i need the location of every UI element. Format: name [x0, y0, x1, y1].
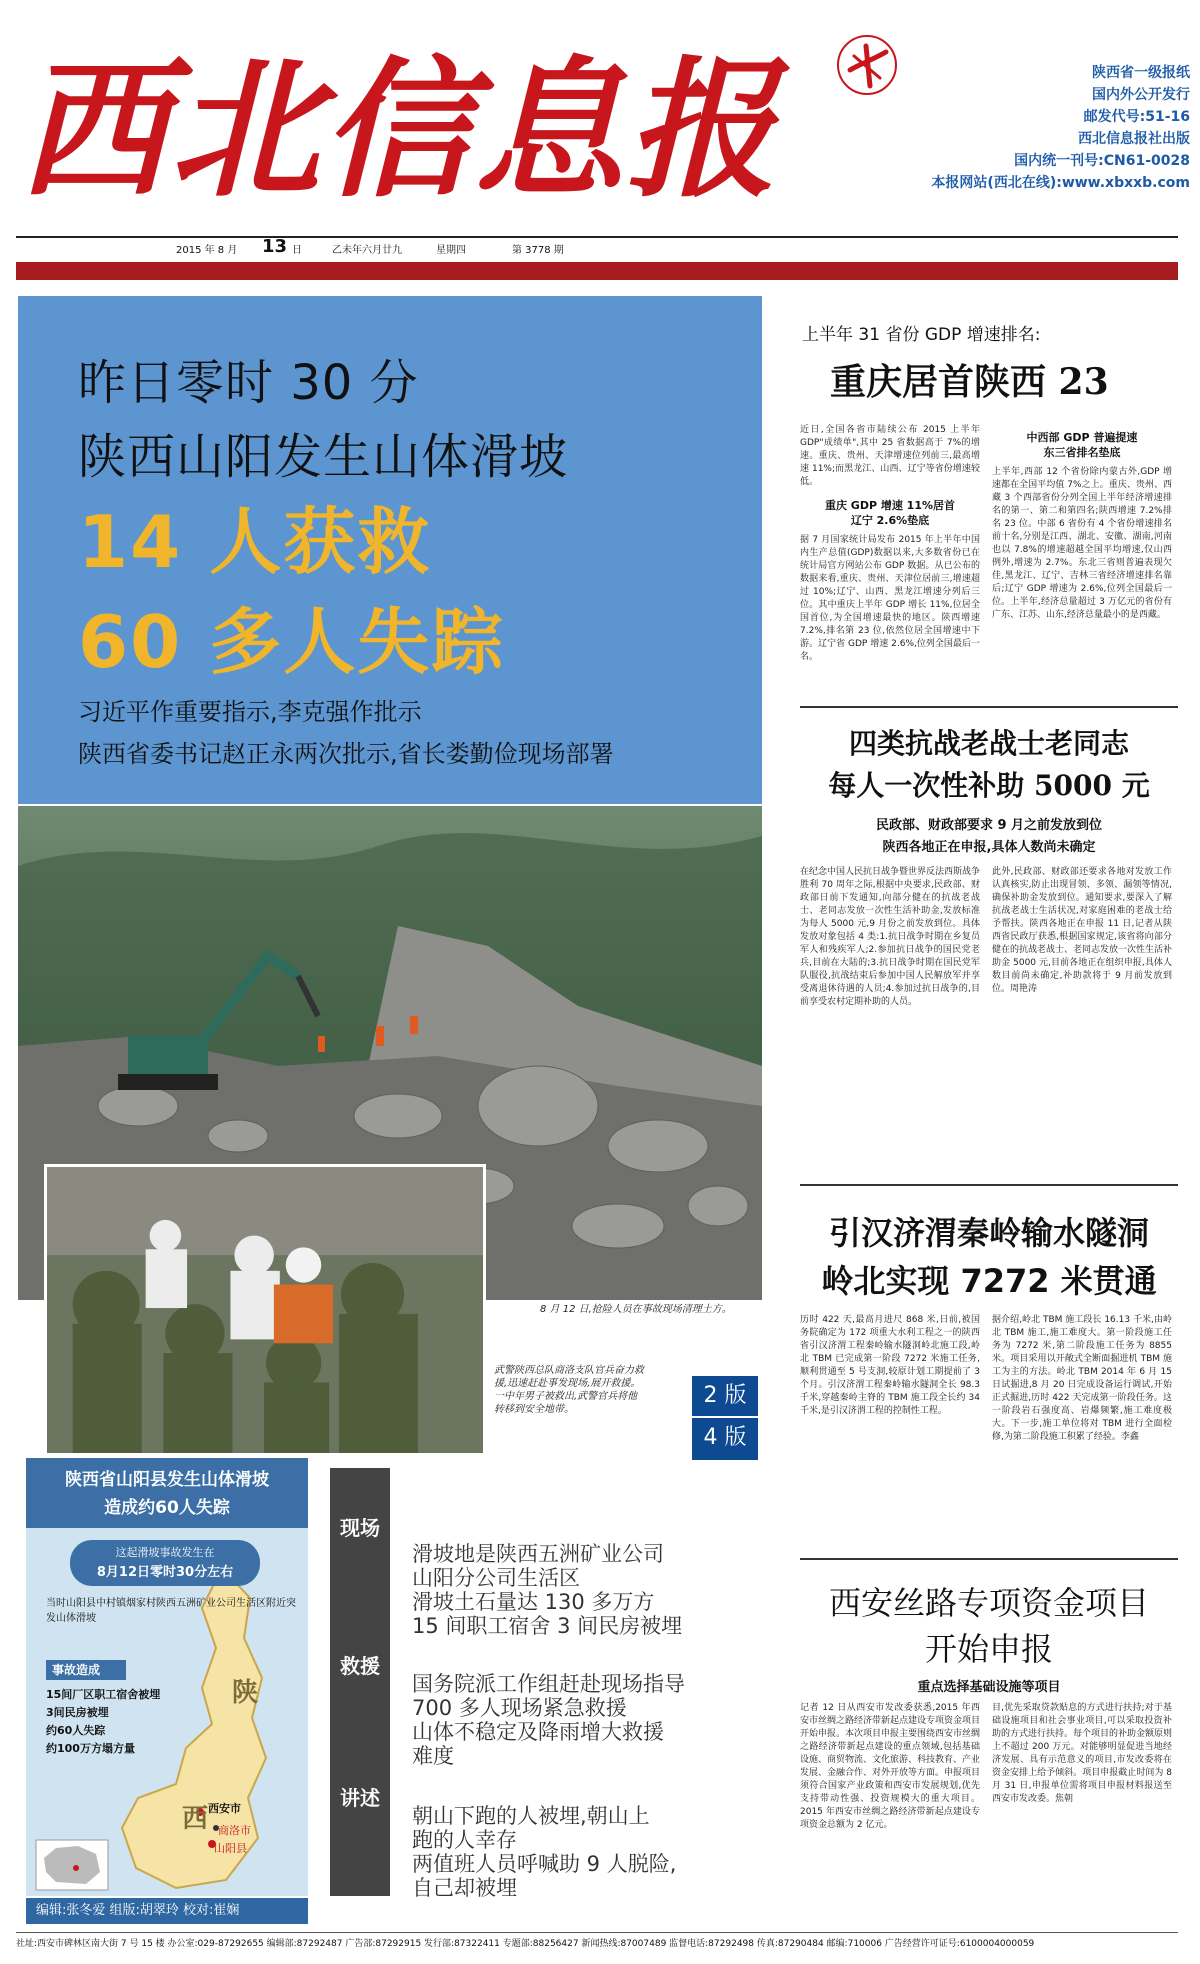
silkroad-headline-1: 西安丝路专项资金项目	[828, 1584, 1149, 1622]
story-line: 朝山下跑的人被埋,朝山上	[412, 1804, 650, 1828]
gdp-text-intro: 近日,全国各省市陆续公布 2015 上半年 GDP"成绩单",其中 25 省数据高于 7%的增速。重庆、贵州、天津增速位列前三,最高增速 11%;而黑龙江、山西、辽宁等省份增速较低。	[800, 425, 980, 487]
province-label-1: 陕	[232, 1678, 259, 1708]
veterans-headline-2: 每人一次性补助 5000 元	[828, 769, 1150, 802]
tunnel-text-right: 据介绍,岭北 TBM 施工段长 16.13 千米,由岭北 TBM 施工,施工难度大。第一阶段施工任务为 7272 米,第二阶段施工任务为 8855 米。项目采用以开敞式全断面掘进机 TBM 施工为主的方法。岭北 TBM 2014 年 6 月 15 日试掘进,8 月 20 日完成设备运行调试,开始正式掘进,历时 422 天完成第一阶段任务。这一阶段岩石强度高、岩爆频繁,施工难度极大。下一步,施工单位将对 TBM 进行全面检修,为第二阶段施工积累了经验。李鑫	[992, 1315, 1172, 1442]
section-divider	[800, 1558, 1178, 1560]
weekday: 星期四	[436, 245, 466, 256]
section-divider	[800, 1184, 1178, 1186]
sidebar-label-column	[330, 1468, 390, 1896]
veterans-text-left: 在纪念中国人民抗日战争暨世界反法西斯战争胜利 70 周年之际,根据中央要求,民政部、财政部日前下发通知,向部分健在的抗战老战士、老同志发放一次性生活补助金,发放标准为每人 5000 元,9 月份之前发放到位。具体发放对象包括 4 类:1.抗日战争时期在乡复员军人和残疾军人;2.参加抗日战争的国民党老兵,目前在大陆的;3.抗日战争时期在国民党军队服役,抗战结束后参加中国人民解放军并享受离退休待遇的人员;4.参加过抗日战争的,目前享受农村定期补助的人员。	[800, 867, 980, 1007]
pub-line: 邮发代号:51-16	[1083, 109, 1190, 125]
pub-line: 国内外公开发行	[1092, 87, 1190, 103]
section-divider	[800, 706, 1178, 708]
veterans-text-right: 此外,民政部、财政部还要求各地对发放工作认真核实,防止出现冒领、多领、漏领等情况,确保补助金发放到位。通知要求,要深入了解抗战老战士生活状况,对家庭困难的老战士给予帮扶。陕西各地正在申报 11 日,记者从陕西省民政厅获悉,根据国家规定,该省将向部分健在的抗战老战士、老同志发放一次性生活补助金 5000 元,目前各地正在组织申报,具体人数目前尚未确定,补助款将于 9 月前发放到位。周艳涛	[992, 867, 1172, 994]
editor-credits: 编辑:张冬爱 组版:胡翠玲 校对:崔娴	[26, 1898, 308, 1924]
lead-subhead-1: 习近平作重要指示,李克强作批示	[78, 698, 422, 726]
map-title: 陕西省山阳县发生山体滑坡 造成约60人失踪	[26, 1458, 308, 1528]
loss-list	[46, 1686, 176, 1758]
scene-line: 滑坡地是陕西五洲矿业公司	[412, 1542, 664, 1566]
lead-headline-line2: 陕西山阳发生山体滑坡	[78, 429, 569, 485]
veterans-subhead-1: 民政部、财政部要求 9 月之前发放到位	[875, 818, 1103, 833]
loss-item: 3间民房被埋	[46, 1706, 109, 1719]
issue-number: 第 3778 期	[512, 245, 564, 256]
pub-line: 陕西省一级报纸	[1092, 65, 1190, 81]
footer-contact-line: 社址:西安市碑林区南大街 7 号 15 楼 办公室:029-87292655 编辑部:87292487 广告部:87292915 发行部:87322411 专题部:88256427 新闻热线:87007489 监督电话:87292498 传真:87290484 邮编:710006 广告经营许可证号:6100004000059	[16, 1932, 1178, 1956]
header-divider-bar	[16, 262, 1178, 280]
gdp-headline: 重庆居首陕西 23	[830, 361, 1109, 403]
rescue-line: 700 多人现场紧急救援	[412, 1696, 627, 1720]
province-label-2: 西	[182, 1804, 209, 1834]
story-line: 跑的人幸存	[412, 1828, 517, 1852]
lead-subhead-2: 陕西省委书记赵正永两次批示,省长娄勤俭现场部署	[78, 740, 614, 768]
loss-item: 约60人失踪	[46, 1724, 106, 1737]
page-references	[692, 1376, 758, 1460]
city-xian: 西安市	[208, 1802, 241, 1815]
gdp-subhead-left: 重庆 GDP 增速 11%居首 辽宁 2.6%垫底	[824, 499, 956, 527]
tunnel-headline-1: 引汉济渭秦岭输水隧洞	[828, 1214, 1149, 1252]
veterans-headline-1: 四类抗战老战士老同志	[848, 727, 1129, 760]
main-photo-caption: 8 月 12 日,抢险人员在事故现场清理土方。	[540, 1304, 732, 1315]
story-line: 自己却被埋	[412, 1876, 517, 1900]
inset-photo-caption: 武警陕西总队商洛支队官兵奋力救援,迅速赶赴事发现场,展开救援。一中年男子被救出,武警官兵将他转移到安全地带。	[494, 1365, 644, 1415]
gdp-text-right: 上半年,西部 12 个省份除内蒙古外,GDP 增速都在全国平均值 7%之上。重庆、贵州、西藏 3 个西部省份分列全国上半年经济增速排名的第一、第二和第四名;陕西增速 7.2%排名 23 位。中部 6 省份有 4 个省份增速排名前十名,分别是江西、湖北、安徽、湖南,河南也以 7.8%的增速超越全国平均增速,仅山西例外,增速为 2.7%。东北三省则普遍表现欠佳,黑龙江、辽宁、吉林三省经济增速排名靠后;辽宁 GDP 增速为 2.6%,位列全国最后一位。上半年,经济总量超过 3 万亿元的省份有广东、江苏、山东,经济总量最小的是西藏。	[992, 467, 1172, 620]
lead-headline-line1: 昨日零时 30 分	[78, 355, 419, 411]
pub-line: 西北信息报社出版	[1078, 131, 1190, 147]
page-ref-2[interactable]: 2 版	[703, 1383, 747, 1408]
silkroad-text-left: 记者 12 日从西安市发改委获悉,2015 年西安市丝绸之路经济带新起点建设专项资金项目开始申报。本次项目申报主要围绕西安市丝绸之路经济带新起点建设的重点领域,包括基础设施、商贸物流、文化旅游、科技教育、产业发展、金融合作、对外开放等方面。申报项目须符合国家产业政策和西安市发展规划,优先支持带动性强、投资规模大的重大项目。2015 年西安市丝绸之路经济带新起点建设专项资金总额为 2 亿元。	[800, 1703, 980, 1830]
lead-rescued-count: 14 人获救	[78, 500, 432, 584]
silkroad-text-right: 目,优先采取贷款贴息的方式进行扶持;对于基础设施项目和社会事业项目,可以采取投资补助的方式进行扶持。每个项目的补助金额原则上不超过 200 万元。对能够明显促进当地经济发展、具有示范意义的项目,市发改委将在资金安排上给予倾斜。项目申报截止时间为 8 月 31 日,申报单位需将项目申报材料报送至西安市发改委。焦朝	[992, 1703, 1172, 1804]
masthead-title: 西北信息报	[18, 42, 779, 218]
date-year-month: 2015 年 8 月	[176, 245, 238, 256]
newspaper-logo-icon	[836, 34, 898, 96]
loss-title: 事故造成	[46, 1660, 126, 1680]
location-note: 当时山阳县中村镇烟家村陕西五洲矿业公司生活区附近突发山体滑坡	[46, 1598, 296, 1624]
gdp-subhead-right: 中西部 GDP 普遍提速 东三省排名垫底	[1026, 431, 1138, 459]
veterans-subhead-2: 陕西各地正在申报,具体人数尚未确定	[882, 840, 1096, 855]
rescue-line: 山体不稳定及降雨增大救援	[412, 1720, 664, 1744]
rescue-inset-photo	[44, 1164, 486, 1456]
pub-line: 本报网站(西北在线):www.xbxxb.com	[931, 175, 1190, 191]
loss-item: 约100万方塌方量	[46, 1742, 135, 1755]
time-label: 这起滑坡事故发生在	[115, 1546, 215, 1559]
scene-line: 山阳分公司生活区	[412, 1566, 580, 1590]
publication-info	[900, 62, 1190, 194]
date-day: 13	[262, 236, 288, 257]
pub-line: 国内统一刊号:CN61-0028	[1014, 153, 1190, 169]
county-shanyang: 山阳县	[214, 1842, 247, 1855]
gdp-kicker: 上半年 31 省份 GDP 增速排名:	[802, 325, 1041, 345]
dateline	[16, 236, 1178, 262]
silkroad-subhead: 重点选择基础设施等项目	[917, 1680, 1061, 1695]
tunnel-headline-2: 岭北实现 7272 米贯通	[821, 1262, 1157, 1300]
sidebar-label-story: 讲述	[340, 1786, 380, 1810]
lunar-date: 乙未年六月廿九	[332, 245, 402, 256]
sidebar-label-scene: 现场	[340, 1516, 380, 1540]
silkroad-headline-2: 开始申报	[924, 1630, 1053, 1668]
city-shangluo: 商洛市	[218, 1824, 251, 1837]
sidebar-label-rescue: 救援	[340, 1654, 380, 1678]
time-badge	[70, 1540, 260, 1586]
time-value: 8月12日零时30分左右	[96, 1565, 234, 1580]
lead-missing-count: 60 多人失踪	[78, 600, 506, 684]
rescue-line: 国务院派工作组赶赴现场指导	[412, 1672, 685, 1696]
story-line: 两值班人员呼喊助 9 人脱险,	[412, 1852, 677, 1876]
page-ref-4[interactable]: 4 版	[692, 1416, 758, 1458]
gdp-text-left: 据 7 月国家统计局发布 2015 年上半年中国内生产总值(GDP)数据以来,大多数省份已在统计局官方网站公布 GDP 数据。从已公布的数据来看,重庆、贵州、天津位居前三,增速超过 10%;辽宁、山西、黑龙江增速分列后三位。其中重庆上半年 GDP 增长 11%,位居全国首位,为全国增速最快的地区。陕西增速 7.2%,排名第 23 位,依然位居全国增速中下游。辽宁省 GDP 增速 2.6%,位列全国最后一名。	[800, 535, 980, 662]
scene-line: 滑坡土石量达 130 多万方	[412, 1590, 655, 1614]
rescue-line: 难度	[412, 1744, 454, 1768]
tunnel-text-left: 历时 422 天,最高月进尺 868 米,日前,被国务院确定为 172 项重大水利工程之一的陕西省引汉济渭工程秦岭输水隧洞岭北施工段,岭北 TBM 已完成第一阶段 7272 米施工任务,顺利贯通至 5 号支洞,较原计划工期提前了 3 个月。引汉济渭工程秦岭输水隧洞全长 98.3 千米,穿越秦岭主脊的 TBM 施工段全长约 34 千米,是引汉济渭工程的控制性工程。	[800, 1315, 980, 1416]
loss-item: 15间厂区职工宿舍被埋	[46, 1688, 161, 1701]
date-day-unit: 日	[292, 245, 302, 256]
scene-line: 15 间职工宿舍 3 间民房被埋	[412, 1614, 683, 1638]
